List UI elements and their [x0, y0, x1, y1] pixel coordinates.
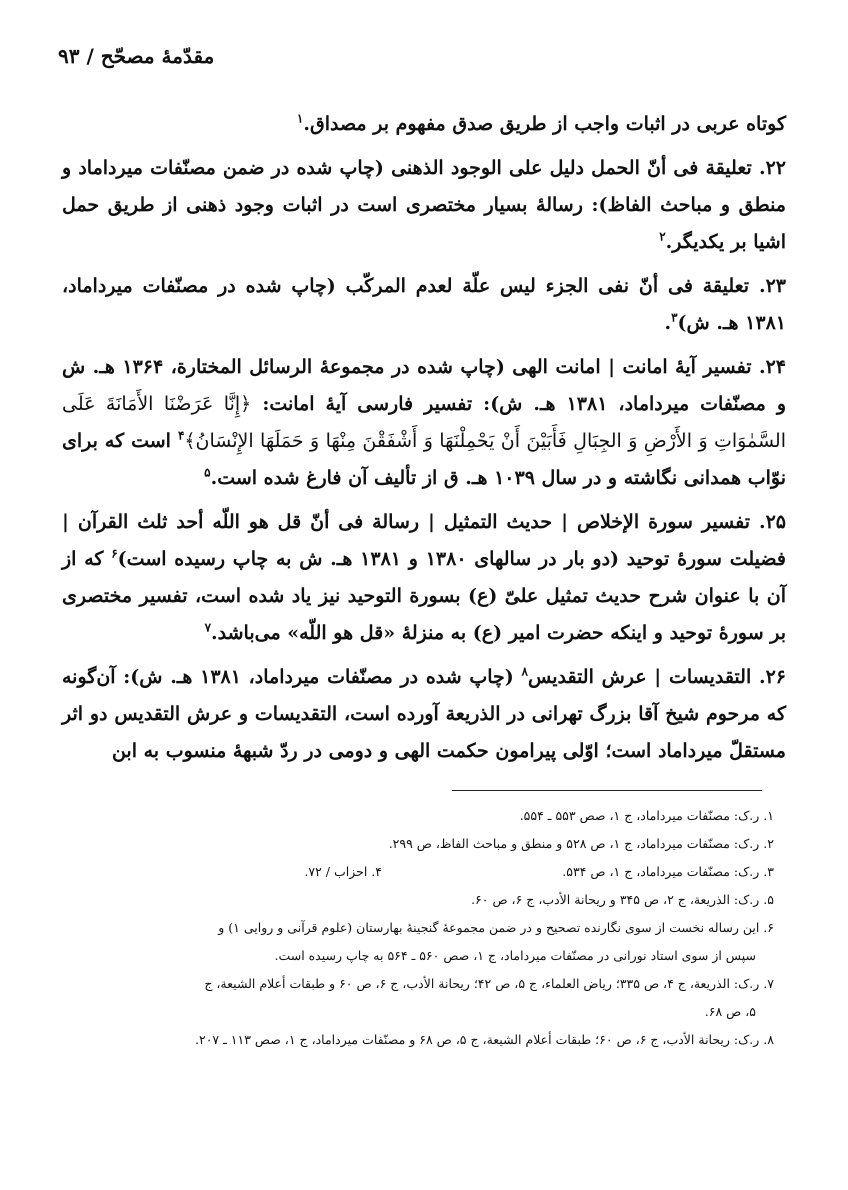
- footnote-ref: ۲: [659, 229, 666, 244]
- paragraph-text: ۲۵. تفسیر سورة الإخلاص | حدیث التمثیل | رسالة فی أنّ قل هو اللّه أحد ثلث القرآن | فضیلت سورهٔ توحید (دو بار در سالهای ۱۳۸۰ و ۱۳۸۱ هـ. ش به چاپ رسیده است): [62, 511, 786, 570]
- paragraph-text: ۲۴. تفسیر آیهٔ امانت | امانت الهی (چاپ شده در مجموعهٔ الرسائل المختارة، ۱۳۶۴ هـ. ش و مصنّفات میرداماد، ۱۳۸۱ هـ. ش): تفسیر فارسی آیهٔ امانت:: [62, 356, 787, 415]
- footnote-1: ۱. ر.ک: مصنّفات میرداماد، ج ۱، صص ۵۵۳ ـ ۵۵۴.: [519, 808, 774, 823]
- running-header: [58, 44, 258, 76]
- footnote-5: ۵. ر.ک: الذریعة، ج ۲، ص ۳۴۵ و ریحانة الأدب، ج ۶، ص ۶۰.: [471, 892, 774, 907]
- paragraph-text: ۲۲. تعلیقة فی أنّ الحمل دلیل علی الوجود الذهنی (چاپ شده در ضمن مصنّفات میرداماد و منطق و مباحث الفاظ): رسالهٔ بسیار مختصری است در اثبات وجود ذهنی از طریق حمل اشیا بر یکدیگر.: [62, 157, 786, 253]
- paragraph-item-24: [62, 349, 786, 497]
- footnote-ref: ۶: [111, 546, 118, 561]
- footnote-ref: ۸: [521, 664, 528, 679]
- paragraph-tail: .: [664, 312, 672, 334]
- paragraph-intro: [62, 106, 786, 143]
- footnote-divider: [452, 790, 762, 791]
- paragraph-item-22: [62, 150, 786, 261]
- footnote-7: ۷. ر.ک: الذریعة، ج ۴، ص ۳۳۵؛ ریاض العلماء، ج ۵، ص ۴۲؛ ریحانة الأدب، ج ۶، ص ۶۰ و طبقات أعلام الشیعة، ج: [204, 976, 774, 991]
- footnote-ref: ۷: [204, 620, 212, 635]
- footnotes: [62, 802, 774, 1102]
- paragraph-item-26: [62, 659, 786, 770]
- footnote-7-continued: ۵، ص ۶۸.: [704, 1004, 756, 1019]
- paragraph-text-continued: که از آن با عنوان شرح حدیث تمثیل علیّ (ع) بسورة التوحید نیز یاد شده است، تفسیر مختصری بر سورهٔ توحید و اینکه حضرت امیر (ع) به منزلهٔ «قل هو اللّه» می‌باشد.: [62, 548, 786, 644]
- paragraph-item-23: [62, 268, 786, 342]
- footnote-3: ۳. ر.ک: مصنّفات میرداماد، ج ۱، ص ۵۳۴.: [562, 864, 774, 879]
- footnote-6: ۶. این رساله نخست از سوی نگارنده تصحیح و در ضمن مجموعهٔ گنجینهٔ بهارستان (علوم قرآنی و روایی ۱) و: [218, 920, 774, 935]
- footnote-ref: ۵: [204, 465, 211, 480]
- paragraph-text: ۲۶. التقدیسات | عرش التقدیس: [527, 666, 786, 688]
- footnote-4: ۴. احزاب / ۷۲.: [304, 864, 382, 879]
- paragraph-text-continued: است که برای نوّاب همدانی نگاشته و در سال ۱۰۳۹ هـ. ق از تألیف آن فارغ شده است.: [62, 430, 786, 489]
- footnote-8: ۸. ر.ک: ریحانة الأدب، ج ۶، ص ۶۰؛ طبقات أعلام الشیعة، ج ۵، ص ۶۸ و مصنّفات میرداماد، ج ۱، صص ۱۱۳ ـ ۲۰۷.: [195, 1032, 774, 1047]
- paragraph-text: کوتاه عربی در اثبات واجب از طریق صدق مفهوم بر مصداق.: [303, 113, 786, 135]
- quran-verse: ﴿إِنَّا عَرَضْنَا الأَمَانَةَ عَلَى السَّمٰوَاتِ وَ الأَرْضِ وَ الجِبَالِ فَأَبَيْنَ أَنْ يَحْمِلْنَهَا وَ أَشْفَقْنَ مِنْهَا وَ حَمَلَهَا الإِنْسَانُ﴾: [62, 393, 787, 452]
- footnote-ref: ۱: [296, 111, 304, 126]
- footnote-ref: ۳: [671, 310, 678, 325]
- footnote-ref: ۴: [177, 428, 185, 443]
- main-text: [62, 106, 786, 766]
- footnote-2: ۲. ر.ک: مصنّفات میرداماد، ج ۱، ص ۵۲۸ و منطق و مباحث الفاظ، ص ۲۹۹.: [388, 836, 774, 851]
- paragraph-text: ۲۳. تعلیقة فی أنّ نفی الجزء لیس علّة لعدم المرکّب (چاپ شده در مصنّفات میرداماد، ۱۳۸۱ هـ. ش): [62, 275, 786, 334]
- footnote-6-continued: سپس از سوی استاد نورانی در مصنّفات میرداماد، ج ۱، صص ۵۶۰ ـ ۵۶۴ به چاپ رسیده است.: [274, 948, 756, 963]
- footnote-row-3-4: [62, 858, 774, 886]
- paragraph-text-continued: (چاپ شده در مصنّفات میرداماد، ۱۳۸۱ هـ. ش): آن‌گونه که مرحوم شیخ آقا بزرگ تهرانی در الذریعة آورده است، التقدیسات و عرش التقدیس دو اثر مستقلّ میرداماد است؛ اوّلی پیرامون حکمت الهی و دومی در ردّ شبههٔ منسوب به ابن: [62, 666, 786, 762]
- paragraph-item-25: [62, 504, 786, 652]
- page-header-title: مقدّمهٔ مصحّح / ۹۳: [58, 44, 215, 68]
